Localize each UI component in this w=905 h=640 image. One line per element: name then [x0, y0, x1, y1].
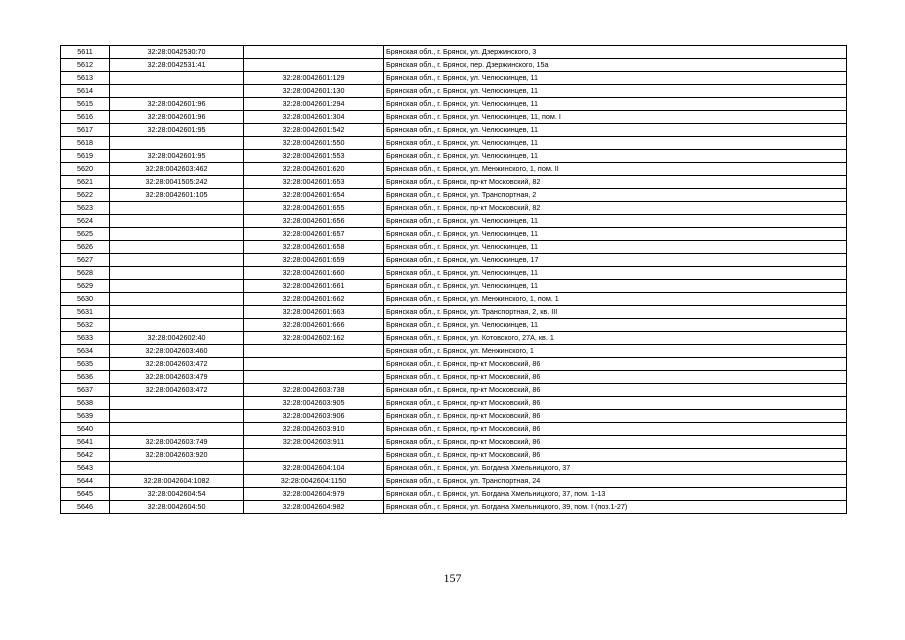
object-cadastral-number-cell: 32:28:0042601:653	[244, 176, 384, 189]
cadastral-number-cell: 32:28:0042604:50	[110, 501, 244, 514]
table-row	[61, 98, 847, 111]
address-cell: Брянская обл., г. Брянск, ул. Челюскинцев, 11	[384, 150, 847, 163]
address-cell: Брянская обл., г. Брянск, ул. Челюскинцев, 11	[384, 85, 847, 98]
object-cadastral-number-cell	[244, 449, 384, 462]
address-cell: Брянская обл., г. Брянск, пр-кт Московский, 86	[384, 384, 847, 397]
row-number-cell: 5634	[61, 345, 110, 358]
table-row	[61, 85, 847, 98]
cadastral-number-cell: 32:28:0042604:54	[110, 488, 244, 501]
cadastral-number-cell	[110, 72, 244, 85]
cadastral-number-cell	[110, 397, 244, 410]
object-cadastral-number-cell: 32:28:0042601:654	[244, 189, 384, 202]
row-number-cell: 5624	[61, 215, 110, 228]
row-number-cell: 5643	[61, 462, 110, 475]
address-cell: Брянская обл., г. Брянск, ул. Челюскинцев, 11	[384, 241, 847, 254]
cadastral-number-cell: 32:28:0042601:105	[110, 189, 244, 202]
table-row	[61, 137, 847, 150]
row-number-cell: 5642	[61, 449, 110, 462]
table-row	[61, 423, 847, 436]
object-cadastral-number-cell	[244, 371, 384, 384]
address-cell: Брянская обл., г. Брянск, ул. Богдана Хмельницкого, 39, пом. I (поз.1-27)	[384, 501, 847, 514]
cadastral-number-cell: 32:28:0042602:40	[110, 332, 244, 345]
table-row	[61, 449, 847, 462]
table-row	[61, 163, 847, 176]
cadastral-number-cell: 32:28:0042603:472	[110, 358, 244, 371]
row-number-cell: 5629	[61, 280, 110, 293]
cadastral-number-cell	[110, 267, 244, 280]
row-number-cell: 5611	[61, 46, 110, 59]
object-cadastral-number-cell: 32:28:0042601:620	[244, 163, 384, 176]
row-number-cell: 5638	[61, 397, 110, 410]
cadastral-number-cell: 32:28:0042604:1082	[110, 475, 244, 488]
cadastral-number-cell	[110, 137, 244, 150]
table-row	[61, 228, 847, 241]
object-cadastral-number-cell: 32:28:0042602:162	[244, 332, 384, 345]
object-cadastral-number-cell: 32:28:0042601:659	[244, 254, 384, 267]
row-number-cell: 5614	[61, 85, 110, 98]
table-row	[61, 501, 847, 514]
cadastral-number-cell: 32:28:0042601:96	[110, 98, 244, 111]
address-cell: Брянская обл., г. Брянск, ул. Котовского, 27А, кв. 1	[384, 332, 847, 345]
row-number-cell: 5612	[61, 59, 110, 72]
table-row	[61, 358, 847, 371]
cadastral-number-cell: 32:28:0042601:96	[110, 111, 244, 124]
address-cell: Брянская обл., г. Брянск, пр-кт Московский, 86	[384, 358, 847, 371]
table-row	[61, 72, 847, 85]
table-row	[61, 371, 847, 384]
address-cell: Брянская обл., г. Брянск, пр-кт Московский, 86	[384, 410, 847, 423]
object-cadastral-number-cell: 32:28:0042601:660	[244, 267, 384, 280]
row-number-cell: 5615	[61, 98, 110, 111]
row-number-cell: 5622	[61, 189, 110, 202]
address-cell: Брянская обл., г. Брянск, ул. Челюскинцев, 11	[384, 228, 847, 241]
row-number-cell: 5616	[61, 111, 110, 124]
cadastral-number-cell: 32:28:0042603:462	[110, 163, 244, 176]
row-number-cell: 5628	[61, 267, 110, 280]
table-row	[61, 280, 847, 293]
row-number-cell: 5631	[61, 306, 110, 319]
object-cadastral-number-cell	[244, 345, 384, 358]
object-cadastral-number-cell: 32:28:0042603:910	[244, 423, 384, 436]
object-cadastral-number-cell: 32:28:0042601:658	[244, 241, 384, 254]
object-cadastral-number-cell: 32:28:0042601:661	[244, 280, 384, 293]
row-number-cell: 5639	[61, 410, 110, 423]
table-row	[61, 202, 847, 215]
address-cell: Брянская обл., г. Брянск, ул. Челюскинцев, 11	[384, 72, 847, 85]
row-number-cell: 5645	[61, 488, 110, 501]
object-cadastral-number-cell: 32:28:0042604:1150	[244, 475, 384, 488]
cadastral-number-cell: 32:28:0042531:41	[110, 59, 244, 72]
address-cell: Брянская обл., г. Брянск, ул. Челюскинцев, 11	[384, 280, 847, 293]
address-cell: Брянская обл., г. Брянск, пер. Дзержинского, 15а	[384, 59, 847, 72]
object-cadastral-number-cell	[244, 59, 384, 72]
cadastral-number-cell	[110, 215, 244, 228]
address-cell: Брянская обл., г. Брянск, ул. Челюскинцев, 11, пом. I	[384, 111, 847, 124]
table-row	[61, 215, 847, 228]
cadastral-number-cell: 32:28:0042603:472	[110, 384, 244, 397]
row-number-cell: 5632	[61, 319, 110, 332]
row-number-cell: 5619	[61, 150, 110, 163]
cadastral-number-cell: 32:28:0042601:95	[110, 150, 244, 163]
row-number-cell: 5627	[61, 254, 110, 267]
cadastral-number-cell	[110, 319, 244, 332]
cadastral-number-cell: 32:28:0042603:920	[110, 449, 244, 462]
table-row	[61, 59, 847, 72]
object-cadastral-number-cell: 32:28:0042601:663	[244, 306, 384, 319]
cadastral-number-cell: 32:28:0042603:479	[110, 371, 244, 384]
table-row	[61, 254, 847, 267]
object-cadastral-number-cell: 32:28:0042601:550	[244, 137, 384, 150]
address-cell: Брянская обл., г. Брянск, ул. Челюскинцев, 11	[384, 98, 847, 111]
row-number-cell: 5641	[61, 436, 110, 449]
table-row	[61, 475, 847, 488]
table-row	[61, 176, 847, 189]
cadastral-number-cell	[110, 254, 244, 267]
object-cadastral-number-cell: 32:28:0042601:542	[244, 124, 384, 137]
object-cadastral-number-cell: 32:28:0042601:129	[244, 72, 384, 85]
address-cell: Брянская обл., г. Брянск, ул. Богдана Хмельницкого, 37	[384, 462, 847, 475]
table-row	[61, 462, 847, 475]
cadastral-number-cell	[110, 241, 244, 254]
address-cell: Брянская обл., г. Брянск, ул. Челюскинцев, 11	[384, 319, 847, 332]
table-row	[61, 488, 847, 501]
object-cadastral-number-cell: 32:28:0042601:304	[244, 111, 384, 124]
object-cadastral-number-cell: 32:28:0042601:655	[244, 202, 384, 215]
cadastral-number-cell	[110, 293, 244, 306]
row-number-cell: 5625	[61, 228, 110, 241]
row-number-cell: 5646	[61, 501, 110, 514]
object-cadastral-number-cell: 32:28:0042601:662	[244, 293, 384, 306]
cadastral-number-cell	[110, 423, 244, 436]
cadastral-number-cell	[110, 202, 244, 215]
cadastral-number-cell: 32:28:0042601:95	[110, 124, 244, 137]
row-number-cell: 5621	[61, 176, 110, 189]
object-cadastral-number-cell: 32:28:0042603:738	[244, 384, 384, 397]
object-cadastral-number-cell: 32:28:0042603:911	[244, 436, 384, 449]
cadastral-number-cell: 32:28:0042530:70	[110, 46, 244, 59]
row-number-cell: 5644	[61, 475, 110, 488]
address-cell: Брянская обл., г. Брянск, ул. Челюскинцев, 17	[384, 254, 847, 267]
object-cadastral-number-cell: 32:28:0042604:104	[244, 462, 384, 475]
object-cadastral-number-cell: 32:28:0042601:657	[244, 228, 384, 241]
address-cell: Брянская обл., г. Брянск, пр-кт Московский, 82	[384, 202, 847, 215]
row-number-cell: 5626	[61, 241, 110, 254]
address-cell: Брянская обл., г. Брянск, ул. Транспортная, 2	[384, 189, 847, 202]
page-number: 157	[443, 571, 462, 585]
row-number-cell: 5623	[61, 202, 110, 215]
object-cadastral-number-cell	[244, 46, 384, 59]
row-number-cell: 5618	[61, 137, 110, 150]
cadastral-number-cell	[110, 228, 244, 241]
cadastral-number-cell	[110, 306, 244, 319]
object-cadastral-number-cell: 32:28:0042604:982	[244, 501, 384, 514]
object-cadastral-number-cell: 32:28:0042601:130	[244, 85, 384, 98]
address-cell: Брянская обл., г. Брянск, пр-кт Московский, 86	[384, 423, 847, 436]
table-row	[61, 293, 847, 306]
object-cadastral-number-cell: 32:28:0042601:666	[244, 319, 384, 332]
table-row	[61, 397, 847, 410]
object-cadastral-number-cell: 32:28:0042601:656	[244, 215, 384, 228]
row-number-cell: 5620	[61, 163, 110, 176]
address-cell: Брянская обл., г. Брянск, ул. Челюскинцев, 11	[384, 137, 847, 150]
cadastral-number-cell: 32:28:0042603:460	[110, 345, 244, 358]
table-row	[61, 332, 847, 345]
cadastral-table	[60, 45, 847, 514]
cadastral-number-cell: 32:28:0041505:242	[110, 176, 244, 189]
address-cell: Брянская обл., г. Брянск, пр-кт Московский, 86	[384, 397, 847, 410]
row-number-cell: 5635	[61, 358, 110, 371]
table-row	[61, 189, 847, 202]
object-cadastral-number-cell: 32:28:0042603:905	[244, 397, 384, 410]
address-cell: Брянская обл., г. Брянск, пр-кт Московский, 86	[384, 449, 847, 462]
object-cadastral-number-cell: 32:28:0042604:979	[244, 488, 384, 501]
address-cell: Брянская обл., г. Брянск, ул. Челюскинцев, 11	[384, 215, 847, 228]
row-number-cell: 5640	[61, 423, 110, 436]
object-cadastral-number-cell: 32:28:0042603:906	[244, 410, 384, 423]
cadastral-number-cell	[110, 280, 244, 293]
cadastral-number-cell	[110, 85, 244, 98]
row-number-cell: 5636	[61, 371, 110, 384]
table-row	[61, 319, 847, 332]
address-cell: Брянская обл., г. Брянск, ул. Менжинского, 1, пом. 1	[384, 293, 847, 306]
address-cell: Брянская обл., г. Брянск, пр-кт Московский, 86	[384, 371, 847, 384]
table-row	[61, 150, 847, 163]
address-cell: Брянская обл., г. Брянск, ул. Транспортная, 24	[384, 475, 847, 488]
table-row	[61, 306, 847, 319]
cadastral-number-cell: 32:28:0042603:749	[110, 436, 244, 449]
table-row	[61, 436, 847, 449]
table-row	[61, 345, 847, 358]
table-row	[61, 124, 847, 137]
address-cell: Брянская обл., г. Брянск, ул. Дзержинского, 3	[384, 46, 847, 59]
object-cadastral-number-cell	[244, 358, 384, 371]
table-row	[61, 46, 847, 59]
row-number-cell: 5617	[61, 124, 110, 137]
row-number-cell: 5613	[61, 72, 110, 85]
address-cell: Брянская обл., г. Брянск, ул. Челюскинцев, 11	[384, 124, 847, 137]
address-cell: Брянская обл., г. Брянск, ул. Челюскинцев, 11	[384, 267, 847, 280]
address-cell: Брянская обл., г. Брянск, ул. Богдана Хмельницкого, 37, пом. 1-13	[384, 488, 847, 501]
table-row	[61, 410, 847, 423]
address-cell: Брянская обл., г. Брянск, пр-кт Московский, 82	[384, 176, 847, 189]
table-row	[61, 267, 847, 280]
row-number-cell: 5637	[61, 384, 110, 397]
address-cell: Брянская обл., г. Брянск, ул. Менжинского, 1, пом. II	[384, 163, 847, 176]
table-row	[61, 241, 847, 254]
table-body	[61, 46, 847, 514]
row-number-cell: 5633	[61, 332, 110, 345]
row-number-cell: 5630	[61, 293, 110, 306]
object-cadastral-number-cell: 32:28:0042601:553	[244, 150, 384, 163]
table-row	[61, 111, 847, 124]
cadastral-number-cell	[110, 462, 244, 475]
address-cell: Брянская обл., г. Брянск, ул. Менжинского, 1	[384, 345, 847, 358]
table-row	[61, 384, 847, 397]
address-cell: Брянская обл., г. Брянск, ул. Транспортная, 2, кв. III	[384, 306, 847, 319]
cadastral-number-cell	[110, 410, 244, 423]
address-cell: Брянская обл., г. Брянск, пр-кт Московский, 86	[384, 436, 847, 449]
object-cadastral-number-cell: 32:28:0042601:294	[244, 98, 384, 111]
